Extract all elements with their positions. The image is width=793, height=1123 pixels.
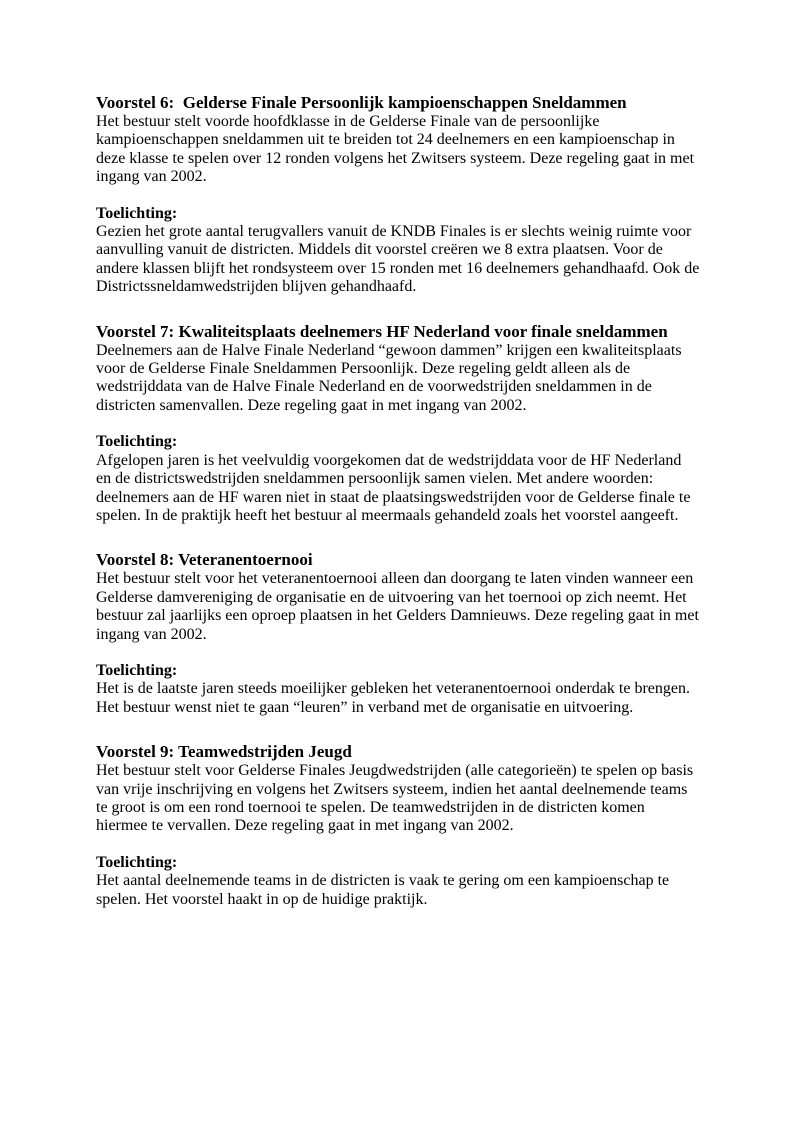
- proposal-heading: Voorstel 9: Teamwedstrijden Jeugd: [96, 742, 352, 762]
- section-voorstel-6: [96, 92, 700, 297]
- section-voorstel-9: [96, 741, 700, 909]
- proposal-body: Het bestuur stelt voorde hoofdklasse in de Gelderse Finale van de persoonlijke kampioenschappen sneldammen uit te breiden tot 24 deelnemers en een kampioenschap in deze klasse te spelen over 12 ronden volgens het Zwitsers systeem. Deze regeling gaat in met ingang van 2002.: [96, 113, 695, 186]
- toelichting-label: Toelichting:: [96, 204, 178, 222]
- proposal-heading: Voorstel 7: Kwaliteitsplaats deelnemers HF Nederland voor finale sneldammen: [96, 321, 668, 341]
- toelichting-label: Toelichting:: [96, 661, 178, 679]
- section-voorstel-7: [96, 321, 700, 526]
- toelichting-label: Toelichting:: [96, 433, 178, 451]
- proposal-heading: Voorstel 8: Veteranentoernooi: [96, 550, 313, 570]
- toelichting-body: Het is de laatste jaren steeds moeilijker gebleken het veteranentoernooi onderdak te brengen. Het bestuur wenst niet te gaan “leuren” in verband met de organisatie en uitvoering.: [96, 680, 690, 716]
- toelichting-body: Gezien het grote aantal terugvallers vanuit de KNDB Finales is er slechts weinig ruimte voor aanvulling vanuit de districten. Middels dit voorstel creëren we 8 extra plaatsen. Voor de andere klassen blijft het rondsysteem over 15 ronden met 16 deelnemers gehandhaafd. Ook de Districtssneldamwedstrijden blijven gehandhaafd.: [96, 223, 700, 296]
- toelichting-label: Toelichting:: [96, 853, 178, 871]
- proposal-heading: Voorstel 6: Gelderse Finale Persoonlijk kampioenschappen Sneldammen: [96, 93, 627, 112]
- proposal-body: Het bestuur stelt voor het veteranentoernooi alleen dan doorgang te laten vinden wanneer een Gelderse damvereniging de organisatie en de uitvoering van het toernooi op zich neemt. Het bestuur zal jaarlijks een oproep plaatsen in het Gelders Damnieuws. Deze regeling gaat in met ingang van 2002.: [96, 570, 699, 643]
- toelichting-body: Het aantal deelnemende teams in de districten is vaak te gering om een kampioenschap te spelen. Het voorstel haakt in op de huidige praktijk.: [96, 872, 670, 908]
- proposal-body: Deelnemers aan de Halve Finale Nederland “gewoon dammen” krijgen een kwaliteitsplaats voor de Gelderse Finale Sneldammen Persoonlijk. Deze regeling geldt alleen als de wedstrijddata van de Halve Finale Nederland en de voorwedstrijden sneldammen in de districten samenvallen. Deze regeling gaat in met ingang van 2002.: [96, 341, 682, 414]
- toelichting-body: Afgelopen jaren is het veelvuldig voorgekomen dat de wedstrijddata voor de HF Nederland en de districtswedstrijden sneldammen persoonlijk samen vielen. Met andere woorden: deelnemers aan de HF waren niet in staat de plaatsingswedstrijden voor de Gelderse finale te spelen. In de praktijk heeft het bestuur al meermaals gehandeld zoals het voorstel aangeeft.: [96, 451, 691, 524]
- section-voorstel-8: [96, 549, 700, 717]
- proposal-body: Het bestuur stelt voor Gelderse Finales Jeugdwedstrijden (alle categorieën) te spelen op basis van vrije inschrijving en volgens het Zwitsers systeem, indien het aantal deelnemende teams te groot is om een rond toernooi te spelen. De teamwedstrijden in de districten komen hiermee te vervallen. Deze regeling gaat in met ingang van 2002.: [96, 762, 694, 835]
